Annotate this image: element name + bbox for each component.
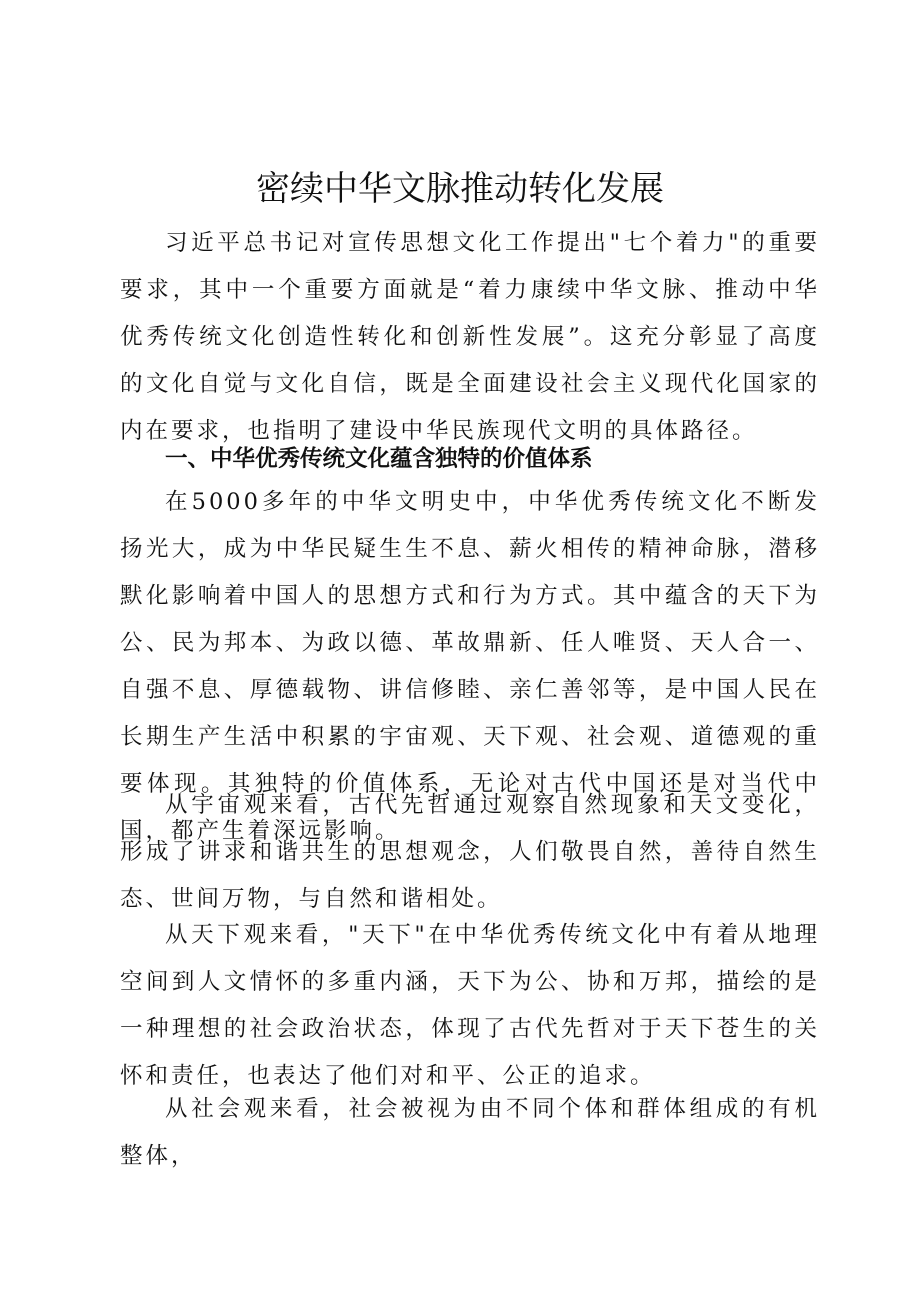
section-paragraph-3: 从天下观来看，"天下"在中华优秀传统文化中有着从地理空间到人文情怀的多重内涵，天下为公、协和万邦，描绘的是一种理想的社会政治状态，体现了古代先哲对于天下苍生的关怀和责任，也表达了他们对和平、公正的追求。 (120, 922, 820, 1089)
section-paragraph-1: 在5000多年的中华文明史中，中华优秀传统文化不断发扬光大，成为中华民疑生生不息、薪火相传的精神命脉，潜移默化影响着中国人的思想方式和行为方式。其中蕴含的天下为公、民为邦本、为政以德、革故鼎新、任人唯贤、天人合一、自强不息、厚德载物、讲信修睦、亲仁善邻等，是中国人民在长期生产生活中积累的宇宙观、天下观、社会观、道德观的重要体现。其独特的价值体系，无论对古代中国还是对当代中国，都产生着深远影响。 (120, 489, 820, 844)
section-paragraph-4: 从社会观来看，社会被视为由不同个体和群体组成的有机整体， (120, 1096, 820, 1169)
document-title: 密续中华文脉推动转化发展 (256, 169, 664, 209)
section-paragraph-2: 从宇宙观来看，古代先哲通过观察自然现象和天文变化，形成了讲求和谐共生的思想观念，人们敬畏自然，善待自然生态、世间万物，与自然和谐相处。 (120, 792, 820, 912)
section-heading: 一、中华优秀传统文化蕴含独特的价值体系 (165, 446, 593, 472)
intro-paragraph: 习近平总书记对宣传思想文化工作提出"七个着力"的重要要求，其中一个重要方面就是“着力康续中华文脉、推动中华优秀传统文化创造性转化和创新性发展”。这充分彰显了高度的文化自觉与文化自信，既是全面建设社会主义现代化国家的内在要求，也指明了建设中华民族现代文明的具体路径。 (120, 230, 820, 444)
